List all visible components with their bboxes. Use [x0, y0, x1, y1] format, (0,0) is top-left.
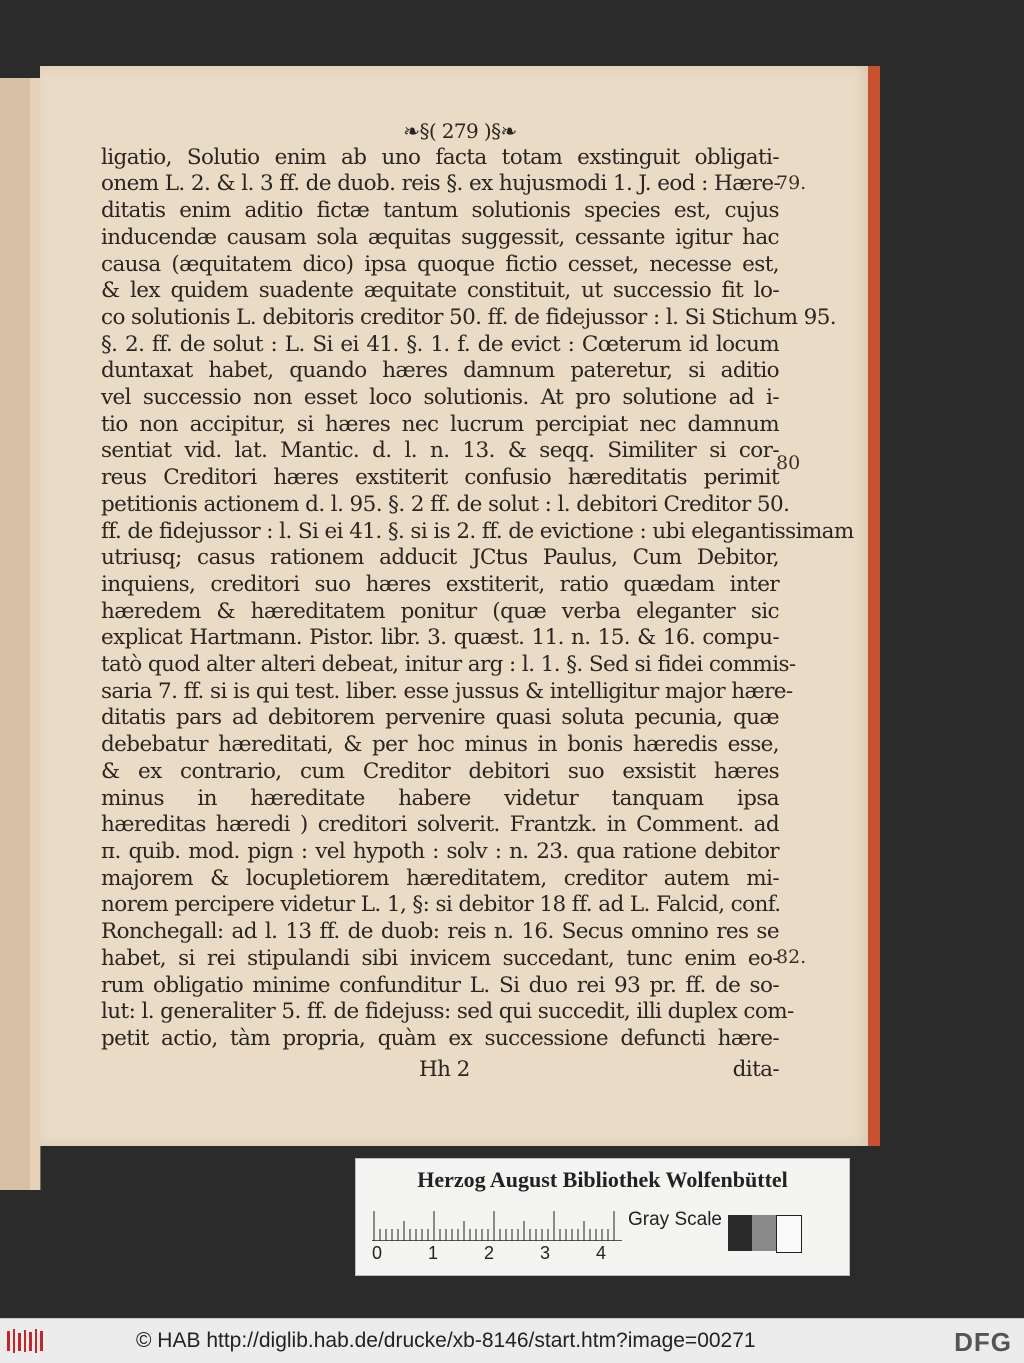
text-line: hæredem & hæreditatem ponitur (quæ verba eleganter sic — [101, 598, 779, 624]
text-line: co solutionis L. debitoris creditor 50. ff. de fidejussor : l. Si Stichum 95. — [101, 304, 837, 330]
ruler-number: 4 — [596, 1243, 607, 1263]
text-line: debebatur hæreditati, & per hoc minus in bonis hæredis esse, — [101, 732, 779, 758]
text-line: tio non accipitur, si hæres nec lucrum percipiat nec damnum — [101, 411, 779, 437]
text-line: duntaxat habet, quando hæres damnum pateretur, si aditio — [101, 358, 779, 384]
text-line: & lex quidem suadente æquitate constituit, ut successio fit lo- — [101, 278, 779, 304]
margin-note: 80 — [776, 452, 801, 474]
text-line: majorem & locupletiorem hæreditatem, creditor autem mi- — [101, 865, 779, 891]
text-line: rum obligatio minime confunditur L. Si duo rei 93 pr. ff. de so- — [101, 972, 779, 998]
ruler-scale — [372, 1211, 622, 1241]
text-line: inducendæ causam sola æquitas suggessit, cessante igitur hac — [101, 224, 779, 250]
catchword: dita- — [732, 1056, 779, 1082]
text-line: sentiat vid. lat. Mantic. d. l. n. 13. & seqq. Similiter si cor- — [101, 438, 779, 464]
text-line: §. 2. ff. de solut : L. Si ei 41. §. 1. f. de evict : Cœterum id locum — [101, 331, 779, 357]
gray-scale-label: Gray Scale — [628, 1209, 722, 1230]
text-line: reus Creditori hæres exstiterit confusio hæreditatis perimit — [101, 465, 779, 491]
text-line: norem percipere videtur L. 1, §: si debitor 18 ff. ad L. Falcid, conf. — [101, 892, 781, 918]
text-line: utriusq; casus rationem adducit JCtus Paulus, Cum Debitor, — [101, 545, 779, 571]
margin-note: 82. — [776, 946, 807, 968]
signature-mark: Hh 2 — [419, 1056, 470, 1082]
text-line: explicat Hartmann. Pistor. libr. 3. quæst. 11. n. 15. & 16. compu- — [101, 625, 779, 651]
text-line: saria 7. ff. si is qui test. liber. esse jussus & intelligitur major hære- — [101, 678, 793, 704]
page-footer — [101, 1057, 779, 1084]
ruler-number: 1 — [428, 1243, 439, 1263]
page-header: ❧§( 279 )§❧ — [403, 119, 517, 143]
copyright-link[interactable]: © HAB http://diglib.hab.de/drucke/xb-8146/start.htm?image=00271 — [136, 1329, 756, 1352]
text-line: vel successio non esset loco solutionis. At pro solutione ad i- — [101, 385, 779, 411]
text-line: ditatis enim aditio fictæ tantum solutionis species est, cujus — [101, 198, 779, 224]
text-line: ff. de fidejussor : l. Si ei 41. §. si is 2. ff. de evictione : ubi elegantissimam — [101, 518, 854, 544]
text-line: tatò quod alter alteri debeat, initur arg : l. 1. §. Sed si fidei commis- — [101, 652, 796, 678]
library-name: Herzog August Bibliothek Wolfenbüttel — [417, 1167, 788, 1192]
gray-swatch-dark — [728, 1215, 752, 1251]
text-line: causa (æquitatem dico) ipsa quoque fictio cesset, necesse est, — [101, 251, 779, 277]
text-line: inquiens, creditori suo hæres exstiterit, ratio quædam inter — [101, 571, 779, 597]
text-line: hæreditas hæredi ) creditori solverit. Frantzk. in Comment. ad — [101, 812, 779, 838]
ruler-number: 0 — [372, 1243, 383, 1263]
gray-swatch-light — [776, 1215, 802, 1253]
text-line: Ronchegall: ad l. 13 ff. de duob: reis n. 16. Secus omnino res se — [101, 919, 779, 945]
ruler-number: 3 — [540, 1243, 551, 1263]
text-line: onem L. 2. & l. 3 ff. de duob. reis §. ex hujusmodi 1. J. eod : Hære- — [101, 171, 781, 197]
library-label-card — [355, 1158, 850, 1276]
footer-bar — [0, 1318, 1024, 1363]
text-line: ligatio, Solutio enim ab uno facta totam exstinguit obligati- — [101, 144, 779, 170]
ruler-number: 2 — [484, 1243, 495, 1263]
text-line: habet, si rei stipulandi sibi invicem succedant, tunc enim eo- — [101, 945, 779, 971]
text-line: lut: l. generaliter 5. ff. de fidejuss: sed qui succedit, illi duplex com- — [101, 999, 794, 1025]
barcode-icon — [6, 1327, 46, 1355]
page-fore-edge — [868, 66, 880, 1146]
text-line: petitionis actionem d. l. 95. §. 2 ff. de solut : l. debitori Creditor 50. — [101, 491, 790, 517]
previous-page-edge — [0, 78, 41, 1190]
dfg-logo: DFG — [954, 1327, 1012, 1357]
gray-swatch-mid — [752, 1215, 776, 1251]
text-line: π. quib. mod. pign : vel hypoth : solv : n. 23. qua ratione debitor — [101, 838, 779, 864]
margin-note: 79. — [776, 172, 807, 194]
text-line: petit actio, tàm propria, quàm ex successione defuncti hære- — [101, 1025, 779, 1051]
text-line: minus in hæreditate habere videtur tanquam ipsa — [101, 785, 779, 811]
text-line: ditatis pars ad debitorem pervenire quasi soluta pecunia, quæ — [101, 705, 779, 731]
text-line: & ex contrario, cum Creditor debitori suo exsistit hæres — [101, 758, 779, 784]
